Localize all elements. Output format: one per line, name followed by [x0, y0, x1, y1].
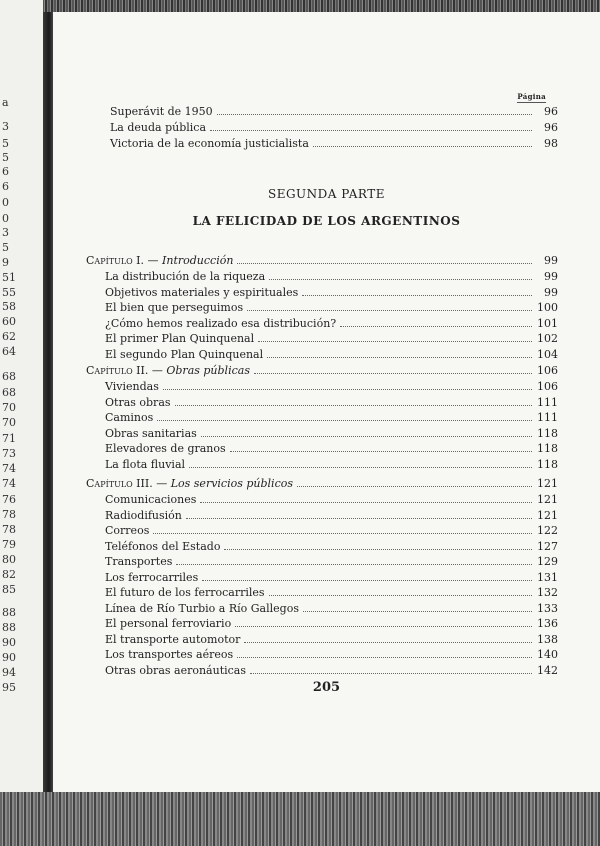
dot-leader: [153, 524, 532, 534]
section-title: Otras obras aeronáuticas: [105, 663, 246, 677]
page-number: 111: [537, 395, 558, 409]
facing-page-number: 5: [2, 241, 9, 254]
chapter-title: Introducción: [162, 254, 234, 267]
page-number: 121: [537, 493, 558, 506]
page-number: 118: [537, 457, 558, 471]
page-number: 106: [537, 380, 558, 393]
section-entry: [105, 586, 558, 600]
facing-page-number: 85: [2, 583, 16, 596]
section-title: La flota fluvial: [105, 457, 186, 471]
dot-leader: [201, 427, 532, 437]
dot-leader: [186, 509, 532, 519]
facing-page-number: 82: [2, 568, 16, 581]
page-number: 101: [537, 316, 558, 330]
dot-leader: [210, 121, 532, 131]
section-title: El futuro de los ferrocarriles: [105, 586, 265, 599]
section-title: Los ferrocarriles: [105, 570, 199, 584]
page-number: 98: [544, 137, 558, 150]
section-title: El personal ferroviario: [105, 617, 232, 630]
facing-page-number: 5: [2, 151, 9, 164]
section-title: Viviendas: [105, 380, 159, 393]
page-number: 122: [537, 524, 558, 537]
part-subtitle: LA FELICIDAD DE LOS ARGENTINOS: [192, 214, 461, 228]
section-entry: [105, 411, 558, 425]
section-title: Los transportes aéreos: [105, 648, 234, 661]
chapter-label: Capítulo II. —: [86, 364, 163, 377]
dot-leader: [269, 586, 532, 596]
facing-page-number: 64: [2, 345, 16, 358]
dot-leader: [230, 442, 532, 452]
chapter-label: Capítulo I. —: [86, 254, 159, 267]
page-number: 132: [537, 586, 558, 599]
section-title: Obras sanitarias: [105, 426, 197, 440]
section-title: La distribución de la riqueza: [105, 270, 266, 283]
dot-leader: [237, 648, 532, 658]
entry-title: Superávit de 1950: [110, 105, 213, 118]
facing-page-number: 78: [2, 523, 16, 536]
facing-page-number: 70: [2, 416, 16, 429]
section-entry: [105, 301, 558, 315]
facing-page-number: 62: [2, 330, 16, 343]
toc-entry: [110, 105, 558, 119]
section-title: Objetivos materiales y espirituales: [105, 285, 299, 299]
dot-leader: [269, 270, 532, 280]
page-number: 133: [537, 601, 558, 615]
page-number: 106: [537, 364, 558, 377]
scan-bottom-edge: [0, 792, 600, 846]
facing-page-number: 79: [2, 538, 16, 551]
book-spine: [43, 12, 53, 792]
section-title: Teléfonos del Estado: [105, 539, 221, 553]
page-number: 140: [537, 648, 558, 661]
page-number: 118: [537, 442, 558, 455]
facing-page-number: 0: [2, 196, 9, 209]
page-column-label: Página: [517, 92, 546, 101]
part-title: SEGUNDA PARTE: [267, 187, 385, 201]
facing-page-number: a: [2, 96, 9, 109]
entry-title: Victoria de la economía justicialista: [110, 137, 309, 150]
section-entry: [105, 270, 558, 284]
dot-leader: [217, 105, 532, 115]
page-number: 102: [537, 332, 558, 345]
page-number: 136: [537, 617, 558, 630]
section-entry: [105, 380, 558, 394]
dot-leader: [202, 571, 532, 581]
page-number: 127: [537, 539, 558, 553]
facing-page-number: 95: [2, 681, 16, 694]
facing-page-number: 3: [2, 120, 9, 133]
chapter-entry: [86, 477, 558, 491]
dot-leader: [224, 540, 532, 550]
facing-page-number: 0: [2, 212, 9, 225]
facing-page-number: 5: [2, 137, 9, 150]
dot-leader: [189, 458, 532, 468]
section-title: Otras obras: [105, 395, 171, 409]
section-entry: [105, 442, 558, 456]
section-title: ¿Cómo hemos realizado esa distribución?: [105, 316, 337, 330]
page-number: 142: [537, 663, 558, 677]
section-title: Caminos: [105, 411, 154, 424]
toc-entry: [110, 137, 558, 151]
section-entry: [105, 555, 558, 569]
facing-page-number: 76: [2, 493, 16, 506]
dot-leader: [235, 617, 532, 627]
section-entry: [105, 664, 558, 678]
chapter-entry: [86, 364, 558, 378]
page-number: 100: [537, 301, 558, 314]
facing-page-number: 88: [2, 606, 16, 619]
page-number: 111: [537, 411, 558, 424]
section-entry: [105, 571, 558, 585]
page-number: 96: [544, 105, 558, 118]
section-entry: [105, 617, 558, 631]
toc-entry: [110, 121, 558, 135]
page-number: 129: [537, 555, 558, 568]
facing-page-margin: [0, 0, 43, 792]
toc-page: [53, 12, 600, 792]
dot-leader: [176, 555, 532, 565]
chapter-title: Los servicios públicos: [170, 477, 294, 490]
facing-page-number: 80: [2, 553, 16, 566]
dot-leader: [313, 137, 532, 147]
section-entry: [105, 317, 558, 331]
section-entry: [105, 458, 558, 472]
section-title: Comunicaciones: [105, 493, 197, 506]
dot-leader: [303, 602, 532, 612]
section-entry: [105, 602, 558, 616]
chapter-entry: [86, 254, 558, 268]
section-title: Línea de Río Turbio a Río Gallegos: [105, 601, 299, 615]
dot-leader: [157, 411, 532, 421]
entry-title: La deuda pública: [110, 121, 207, 134]
facing-page-number: 9: [2, 256, 9, 269]
section-entry: [105, 509, 558, 523]
facing-page-number: 6: [2, 165, 9, 178]
chapter-label: Capítulo III. —: [86, 477, 168, 490]
dot-leader: [297, 477, 532, 487]
facing-page-number: 74: [2, 477, 16, 490]
section-entry: [105, 286, 558, 300]
facing-page-number: 60: [2, 315, 16, 328]
page-number: 104: [537, 347, 558, 361]
section-title: El transporte automotor: [105, 632, 241, 646]
dot-leader: [254, 364, 532, 374]
section-title: Radiodifusión: [105, 508, 182, 522]
facing-page-number: 68: [2, 370, 16, 383]
page-number: 131: [537, 570, 558, 584]
section-title: Elevadores de granos: [105, 442, 226, 455]
facing-page-number: 6: [2, 180, 9, 193]
scan-top-edge: [0, 0, 600, 12]
facing-page-number: 70: [2, 401, 16, 414]
dot-leader: [237, 254, 532, 264]
dot-leader: [247, 301, 532, 311]
section-entry: [105, 348, 558, 362]
page-folio-number: 205: [312, 680, 341, 695]
section-title: Correos: [105, 524, 150, 537]
dot-leader: [340, 317, 532, 327]
dot-leader: [175, 396, 532, 406]
dot-leader: [258, 332, 532, 342]
page-number: 99: [544, 270, 558, 283]
facing-page-number: 3: [2, 226, 9, 239]
page-number: 138: [537, 632, 558, 646]
facing-page-number: 51: [2, 271, 16, 284]
section-entry: [105, 540, 558, 554]
page-number: 121: [537, 477, 558, 490]
facing-page-number: 94: [2, 666, 16, 679]
section-title: El bien que perseguimos: [105, 301, 244, 314]
facing-page-number: 68: [2, 386, 16, 399]
page-number: 96: [544, 121, 558, 134]
dot-leader: [200, 493, 532, 503]
facing-page-number: 73: [2, 447, 16, 460]
facing-page-number: 90: [2, 651, 16, 664]
facing-page-number: 55: [2, 286, 16, 299]
facing-page-number: 88: [2, 621, 16, 634]
facing-page-number: 90: [2, 636, 16, 649]
section-entry: [105, 648, 558, 662]
chapter-title: Obras públicas: [166, 364, 250, 377]
section-entry: [105, 524, 558, 538]
facing-page-number: 58: [2, 300, 16, 313]
section-entry: [105, 332, 558, 346]
section-entry: [105, 493, 558, 507]
section-title: Transportes: [105, 555, 173, 568]
dot-leader: [250, 664, 532, 674]
page-number: 121: [537, 508, 558, 522]
section-entry: [105, 633, 558, 647]
dot-leader: [163, 380, 532, 390]
dot-leader: [302, 286, 532, 296]
section-title: El primer Plan Quinquenal: [105, 332, 255, 345]
facing-page-number: 71: [2, 432, 16, 445]
dot-leader: [244, 633, 532, 643]
page-number: 118: [537, 426, 558, 440]
section-entry: [105, 427, 558, 441]
section-title: El segundo Plan Quinquenal: [105, 347, 264, 361]
page-number: 99: [544, 285, 558, 299]
page-number: 99: [544, 254, 558, 267]
dot-leader: [267, 348, 532, 358]
facing-page-number: 78: [2, 508, 16, 521]
section-entry: [105, 396, 558, 410]
facing-page-number: 74: [2, 462, 16, 475]
